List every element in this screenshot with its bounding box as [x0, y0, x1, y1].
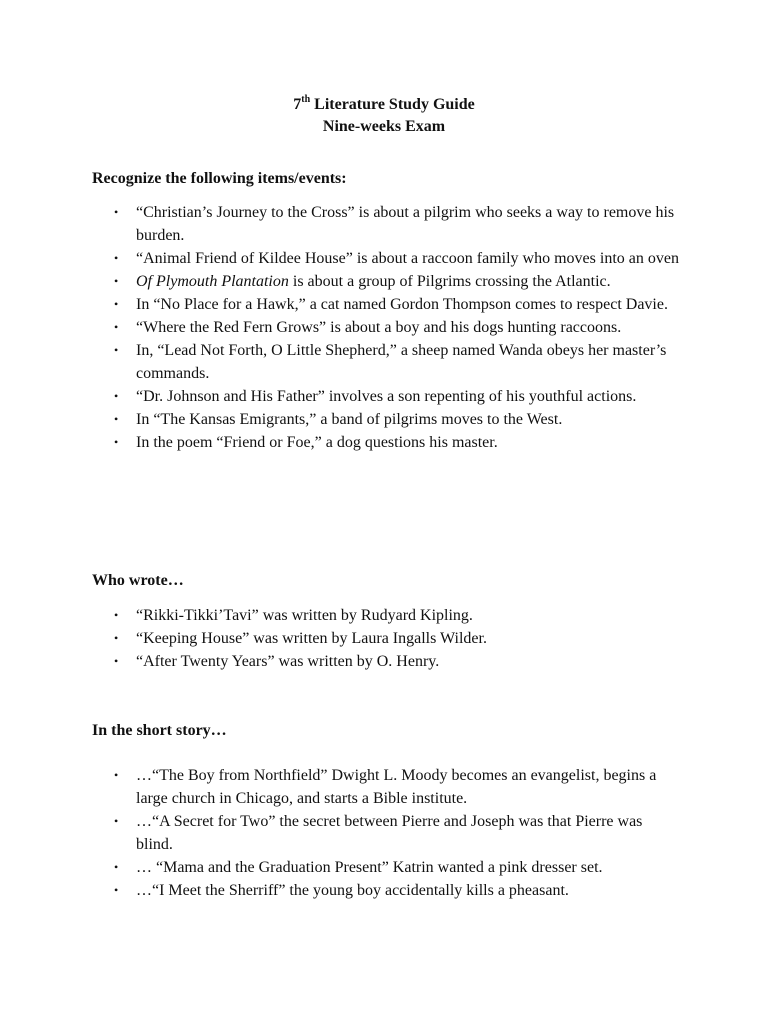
- list-item: [92, 385, 682, 408]
- list-item-text: “Keeping House” was written by Laura Ingalls Wilder.: [136, 630, 487, 647]
- list-item: [92, 604, 682, 627]
- bullet-icon: •: [114, 814, 119, 828]
- list-item-text: In the poem “Friend or Foe,” a dog questions his master.: [136, 434, 498, 451]
- list-item-italic-title: Of Plymouth Plantation: [136, 273, 289, 290]
- list-item-text: “Animal Friend of Kildee House” is about a raccoon family who moves into an oven: [136, 250, 679, 267]
- list-item: [92, 810, 682, 856]
- bullet-icon: •: [114, 631, 119, 645]
- bullet-icon: •: [114, 297, 119, 311]
- list-item-text: …“I Meet the Sherriff” the young boy accidentally kills a pheasant.: [136, 882, 569, 899]
- list-item: [92, 201, 682, 247]
- list-item: [92, 247, 682, 270]
- list-item: [92, 316, 682, 339]
- bullet-icon: •: [114, 768, 119, 782]
- bullet-icon: •: [114, 883, 119, 897]
- title-grade: 7: [293, 96, 302, 113]
- bullet-icon: •: [114, 860, 119, 874]
- section-heading-who-wrote: Who wrote…: [92, 572, 184, 589]
- list-item: [92, 856, 682, 879]
- list-item-text: …“The Boy from Northfield” Dwight L. Moody becomes an evangelist, begins a large church in Chicago, and starts a Bible institute.: [136, 767, 657, 807]
- list-item-text: “Where the Red Fern Grows” is about a boy and his dogs hunting raccoons.: [136, 319, 622, 336]
- list-item-text: “Rikki-Tikki’Tavi” was written by Rudyard Kipling.: [136, 607, 473, 624]
- bullet-icon: •: [114, 343, 119, 357]
- bullet-icon: •: [114, 608, 119, 622]
- section-heading-short-story: In the short story…: [92, 722, 227, 739]
- list-item-text: “Dr. Johnson and His Father” involves a son repenting of his youthful actions.: [136, 388, 637, 405]
- title-line-1-text: Literature Study Guide: [310, 96, 475, 113]
- document-title: [0, 94, 768, 138]
- bullet-icon: •: [114, 412, 119, 426]
- list-item-text: “Christian’s Journey to the Cross” is about a pilgrim who seeks a way to remove his burden.: [136, 204, 675, 244]
- bullet-icon: •: [114, 205, 119, 219]
- list-item-text: is about a group of Pilgrims crossing the Atlantic.: [288, 273, 611, 290]
- list-item: [92, 650, 682, 673]
- list-item: [92, 431, 682, 454]
- bullet-icon: •: [114, 251, 119, 265]
- title-line-2: Nine-weeks Exam: [322, 118, 446, 135]
- list-item-text: In “The Kansas Emigrants,” a band of pilgrims moves to the West.: [136, 411, 563, 428]
- bullet-icon: •: [114, 320, 119, 334]
- list-item: [92, 270, 682, 293]
- list-item: [92, 339, 682, 385]
- section-heading-recognize: Recognize the following items/events:: [92, 170, 347, 187]
- title-grade-suffix: th: [301, 93, 311, 105]
- list-item: [92, 879, 682, 902]
- list-item-text: …“A Secret for Two” the secret between Pierre and Joseph was that Pierre was blind.: [136, 813, 643, 853]
- list-item: [92, 627, 682, 650]
- bullet-icon: •: [114, 389, 119, 403]
- who-wrote-list: [92, 604, 682, 673]
- list-item: [92, 293, 682, 316]
- bullet-icon: •: [114, 654, 119, 668]
- bullet-icon: •: [114, 435, 119, 449]
- recognize-list: [92, 201, 682, 454]
- list-item: [92, 408, 682, 431]
- title-line-1: [0, 94, 768, 116]
- list-item: [92, 764, 682, 810]
- bullet-icon: •: [114, 274, 119, 288]
- list-item-text: … “Mama and the Graduation Present” Katrin wanted a pink dresser set.: [136, 859, 603, 876]
- list-item-text: In “No Place for a Hawk,” a cat named Gordon Thompson comes to respect Davie.: [136, 296, 668, 313]
- list-item-text: In, “Lead Not Forth, O Little Shepherd,” a sheep named Wanda obeys her master’s commands.: [136, 342, 667, 382]
- list-item-text: “After Twenty Years” was written by O. Henry.: [136, 653, 440, 670]
- short-story-list: [92, 764, 682, 902]
